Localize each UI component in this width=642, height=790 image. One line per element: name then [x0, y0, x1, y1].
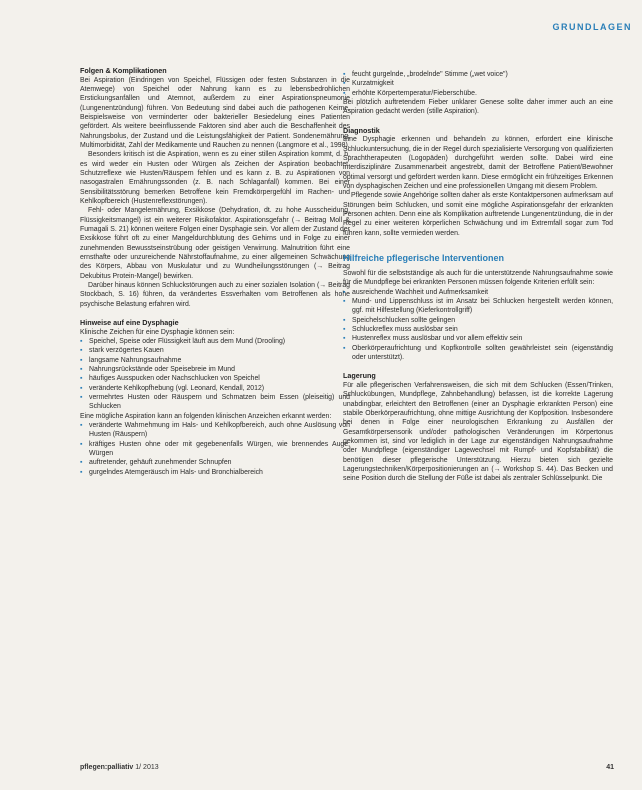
list-item: ▪ ausreichende Wachheit und Aufmerksamkeit	[343, 288, 613, 297]
list-item: ▪ Speichelschlucken sollte gelingen	[343, 316, 613, 325]
list-item: ▪ erhöhte Körpertemperatur/Fieberschübe.	[343, 89, 613, 98]
heading-folgen: Folgen & Komplikationen	[80, 66, 167, 75]
paragraph: Eine Dysphagie erkennen und behandeln zu können, erfordert eine klinische Schluckuntersuchung, die in der Regel durch spezialisierte Versorgung von qualifizierten Sprachtherapeuten (Logopäden) durchgeführt werden sollte. Dabei wird eine interdisziplinäre Zusammenarbeit angestrebt, damit der Betroffene Patient/Bewohner optimal versorgt und gefördert werden kann. Diese ermöglicht ein frühzeitiges Erkennen von dysphagischen Zeichen und eine professionellen Umgang mit diesem Problem.	[343, 136, 613, 190]
journal-name-rest: palliativ	[107, 764, 134, 771]
list-item: ▪ Nahrungsrückstände oder Speisebreie im Mund	[80, 365, 350, 374]
list-item: ▪ Oberkörperaufrichtung und Kopfkontrolle sollten gewährleistet sein (eigenständig oder unterstützt).	[343, 344, 613, 363]
right-column	[343, 70, 613, 484]
paragraph: Sowohl für die selbstständige als auch für die unterstützende Nahrungsaufnahme sowie für die Mundpflege bei erkrankten Personen müssen folgende Kriterien erfüllt sein:	[343, 270, 613, 287]
list-item: ▪ auftretender, gehäuft zunehmender Schnupfen	[80, 458, 350, 467]
paragraph: Klinische Zeichen für eine Dysphagie können sein:	[80, 328, 235, 336]
paragraph: Für alle pflegerischen Verfahrensweisen, die sich mit dem Schlucken (Essen/Trinken, Schluckübungen, Mundpflege, Zahnbehandlung) befassen, ist die korrekte Lagerung unabdingbar, erleichtert den Betroffenen (einer an Dysphagie erkrankten Person) eine stabile Oberkörperaufrichtung, ohne mittige Ausrichtung der Kopfposition. Insbesondere bei denen in Folge einer neurologischen Erkrankung zu Ausfällen der Gesamtkörpersensorik und/oder pathologischen Veränderungen im Körpertonus gekommen ist, sind vor lediglich in der Lage zur eigenständigen Nahrungsaufnahme oder Mundpflege (eigenständiger Lagewechsel mit Rumpf- und Kopfstabilität) die benötigen dieser pflegerische Unterstützung. Hierzu bieten sich gezielte Lagerungstechniken/Körperpositionierungen an (→ Workshop S. 44). Das Becken und seine Position durch die Stellung der Füße ist dabei als zentraler Schlüsselpunkt. Die	[343, 381, 613, 483]
section-label: GRUNDLAGEN	[552, 22, 632, 32]
list-item: ▪ Kurzatmigkeit	[343, 79, 613, 88]
paragraph: Eine mögliche Aspiration kann an folgenden klinischen Anzeichen erkannt werden:	[80, 412, 332, 420]
heading-interventionen: Hilfreiche pflegerische Interventionen	[343, 253, 505, 263]
issue-number: 1/ 2013	[135, 764, 159, 771]
list-item: ▪ stark verzögertes Kauen	[80, 346, 350, 355]
list-item: ▪ feucht gurgelnde, „brodelnde" Stimme („wet voice")	[343, 70, 613, 79]
heading-diagnostik: Diagnostik	[343, 125, 380, 135]
paragraph: Besonders kritisch ist die Aspiration, wenn es zu einer stillen Aspiration kommt, d. h. es wird weder ein Husten oder Würgen als Zeichen der Aspiration beobachtet. Schutzreflexe wie Husten/Räuspern fehlen und es kann z. B. zu Aspirationen von nasogastralen Ernährungssonden (z. B. nach Schlaganfall) kommen. Bei einer Sensibilitätsstörung bemerken Betroffene kein Fremdkörpergefühl im Rachen- und Kehlkopfbereich (Hustenreflexstörungen).	[80, 151, 350, 205]
list-item: ▪ Schluckreflex muss auslösbar sein	[343, 325, 613, 334]
page-number: 41	[606, 764, 614, 771]
paragraph: Darüber hinaus können Schluckstörungen auch zu einer sozialen Isolation (→ Beitrag Stockbach, S. 16) führen, da verändertes Essverhalten vom Betroffenen als hohe psychische Belastung erfahren wird.	[80, 282, 350, 308]
paragraph: Bei Aspiration (Eindringen von Speichel, Flüssigen oder festen Substanzen in die Atemwege) von Speichel oder Nahrung kann es zu lebensbedrohlichen Erstickungsanfällen und Atemnot, außerdem zu einer Aspirationspneumonie (Lungenentzündung) führen. Von Bedeutung sind dabei auch die pathogenen Keime, Beispielsweise von verminderter oder bakterieller Besiedelung eines Patienten gefördert. Als weitere beeinflussende Faktoren sind aber auch die Beschaffenheit des Nahrungsbolus, der Zustand und die Leistungsfähigkeit der Patient. Sondenernährung, Multimorbidität, Zahl der Medikamente und Rauchen zu nennen (Langmore et al., 1998).	[80, 76, 350, 149]
list-item: ▪ gurgelndes Atemgeräusch im Hals- und Bronchialbereich	[80, 468, 350, 477]
list-item: ▪ veränderte Kehlkopfhebung (vgl. Leonard, Kendall, 2012)	[80, 384, 350, 393]
heading-hinweise: Hinweise auf eine Dysphagie	[80, 318, 179, 328]
list-item: ▪ Speichel, Speise oder Flüssigkeit läuft aus dem Mund (Drooling)	[80, 337, 350, 346]
paragraph: Fehl- oder Mangelernährung, Exsikkose (Dehydration, dt. zu hohe Ausscheidung, Flüssigkeitsmangel) ist ein weiterer Risikofaktor. Aspirationsgefahr (→ Beitrag Moll & Fumagali S. 21) können weitere Folgen einer Dysphagie sein. Vor allem der Zustand der Exsikkose führt oft zu einer Mangeldurchblutung des Gehirns und in Folge zu einer zunehmenden Bewusstseinstrübung oder geistigen Verwirrung. Malnutrition führt eine ernsthafte oder unzureichende Nährstoffaufnahme, zu einer allgemeinen Schwächung des Körpers, Abbau von Muskulatur und zu Wundheilungsstörungen (→ Beitrag Dekubitus Protein-Mangel) bewirken.	[80, 207, 350, 280]
paragraph: Pflegende sowie Angehörige sollten daher als erste Kontaktpersonen aufmerksam auf Störungen beim Schlucken, und somit eine mögliche Aspirationsgefahr der erkrankten Personen achten. Denn eine als Komplikation auftretende Lungenentzündung, die in der Regel zu einer weiteren körperlichen Schwächung und im Extremfall sogar zum Tod führen kann, sollte vermieden werden.	[343, 192, 614, 237]
journal-name: pflegen:	[80, 764, 108, 771]
list-item: ▪ häufiges Ausspucken oder Nachschlucken von Speichel	[80, 374, 350, 383]
symptom-list	[80, 337, 350, 412]
heading-lagerung: Lagerung	[343, 371, 376, 381]
footer-journal	[80, 764, 159, 771]
aspiration-sign-list-continued	[343, 70, 613, 98]
paragraph: Bei plötzlich auftretendem Fieber unklarer Genese sollte daher immer auch an eine Aspiration gedacht werden (stille Aspiration).	[343, 99, 613, 116]
criteria-list	[343, 288, 613, 363]
list-item: ▪ Hustenreflex muss auslösbar und vor allem effektiv sein	[343, 334, 613, 343]
list-item: ▪ veränderte Wahrnehmung im Hals- und Kehlkopfbereich, auch ohne Auslösung von Husten (Räuspern)	[80, 421, 350, 440]
list-item: ▪ kräftiges Husten ohne oder mit gegebenenfalls Würgen, wie brennendes Auge, Würgen	[80, 440, 350, 459]
aspiration-sign-list	[80, 421, 350, 477]
list-item: ▪ vermehrtes Husten oder Räuspern und Schmatzen beim Essen (pleiseitig) und Schlucken	[80, 393, 350, 412]
left-column	[80, 66, 350, 477]
list-item: ▪ langsame Nahrungsaufnahme	[80, 356, 350, 365]
list-item: ▪ Mund- und Lippenschluss ist im Ansatz bei Schlucken hergestellt werden können, ggf. mit Hilfestellung (Kieferkontrollgriff)	[343, 297, 613, 316]
